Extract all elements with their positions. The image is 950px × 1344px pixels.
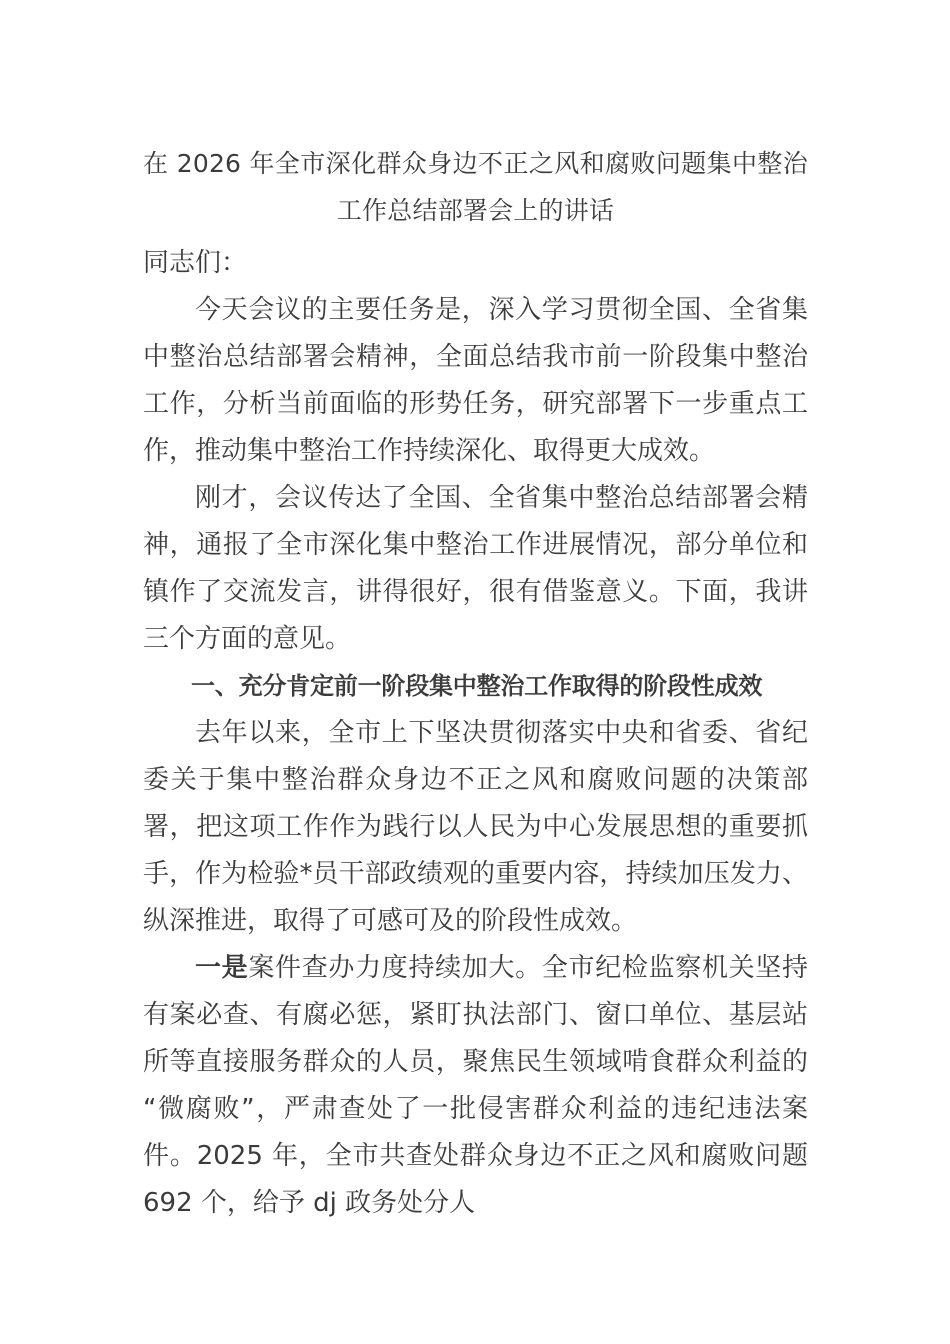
point-one-lead: 一是 bbox=[195, 953, 249, 983]
salutation: 同志们： bbox=[143, 248, 248, 278]
point-one-body: 案件查办力度持续加大。全市纪检监察机关坚持有案必查、有腐必惩，紧盯执法部门、窗口单位、基层站所等直接服务群众的人员，聚焦民生领域啃食群众利益的“微腐败”，严肃查处了一批侵害群众利益的违纪违法案件。2025 年，全市共查处群众身边不正之风和腐败问题 692 个，给予 dj 政务处分人 bbox=[143, 953, 808, 1218]
paragraph-point-one bbox=[143, 945, 808, 1227]
section-heading-one: 一、充分肯定前一阶段集中整治工作取得的阶段性成效 bbox=[191, 672, 763, 700]
paragraph-achievements-intro: 去年以来，全市上下坚决贯彻落实中央和省委、省纪委关于集中整治群众身边不正之风和腐败问题的决策部署，把这项工作作为践行以人民为中心发展思想的重要抓手，作为检验*员干部政绩观的重要内容，持续加压发力、纵深推进，取得了可感可及的阶段性成效。 bbox=[143, 718, 808, 936]
document-content bbox=[143, 140, 808, 1227]
page-title: 在 2026 年全市深化群众身边不正之风和腐败问题集中整治工作总结部署会上的讲话 bbox=[143, 149, 808, 225]
paragraph-meeting-recap: 刚才，会议传达了全国、全省集中整治总结部署会精神，通报了全市深化集中整治工作进展情况，部分单位和镇作了交流发言，讲得很好，很有借鉴意义。下面，我讲三个方面的意见。 bbox=[143, 483, 808, 654]
paragraph-meeting-tasks: 今天会议的主要任务是，深入学习贯彻全国、全省集中整治总结部署会精神，全面总结我市前一阶段集中整治工作，分析当前面临的形势任务，研究部署下一步重点工作，推动集中整治工作持续深化、取得更大成效。 bbox=[143, 295, 808, 466]
